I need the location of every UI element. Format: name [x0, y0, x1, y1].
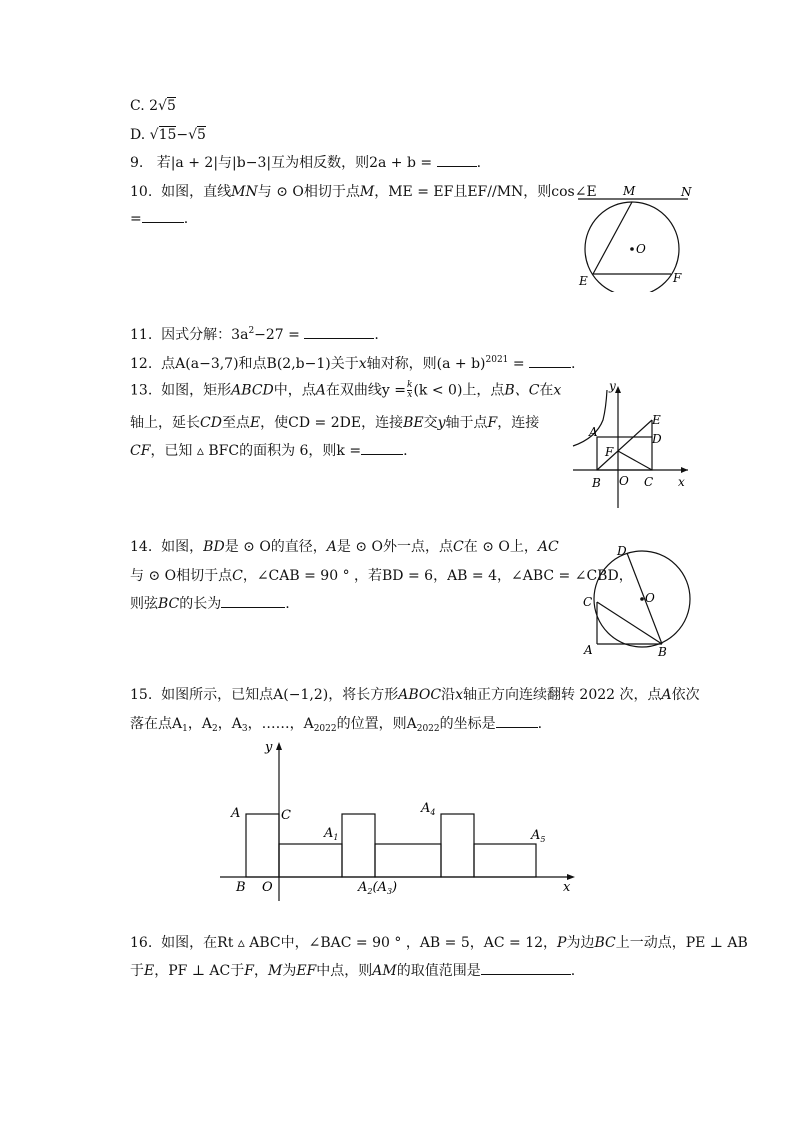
- label-m: M: [623, 184, 636, 198]
- option-c: C. 2√5: [130, 98, 176, 114]
- label-a2-a3: $A_2(A_3)$: [358, 880, 398, 896]
- chord-bc: [597, 602, 662, 644]
- label-a: A: [584, 643, 593, 657]
- question-9: 9. 若|a + 2|与|b−3|互为相反数，则2a + b = .: [130, 155, 482, 171]
- rect-flip-3: [375, 844, 441, 877]
- circle-o: [585, 202, 679, 292]
- segment-cf: [618, 451, 652, 470]
- question-15-line1: 15. 如图所示，已知点A(−1,2)，将长方形ABOC沿x轴正方向连续翻转 2022 次，点A依次: [130, 687, 700, 703]
- label-a: A: [231, 806, 241, 821]
- label-y: y: [265, 740, 273, 755]
- label-b: B: [236, 880, 246, 895]
- rect-aboc: [246, 814, 279, 877]
- sqrt-sign: √: [158, 98, 167, 114]
- center-point: [640, 597, 644, 601]
- label-c: C: [583, 595, 593, 609]
- label-y: y: [609, 380, 616, 393]
- q10-figure: [570, 182, 700, 292]
- rect-flip-5: [474, 844, 536, 877]
- question-10-line2: = .: [130, 211, 189, 227]
- label-c: C: [281, 808, 291, 823]
- question-12: 12. 点A(a−3,7)和点B(2,b−1)关于x轴对称，则$(a + b)^{2021}$ = .: [130, 355, 576, 372]
- label-o: O: [262, 880, 273, 895]
- question-15-line2: 落在点$A_1$，$A_2$，$A_3$，……，$A_{2022}$的位置，则$A_{2022}$的坐标是 .: [130, 716, 543, 734]
- option-d: D. √15−√5: [130, 127, 206, 143]
- label-d: D: [652, 432, 662, 446]
- question-14-line2: 与 ⊙ O相切于点C，∠CAB = 90 ° ，若BD = 6，AB = 4，∠ABC = ∠CBD，: [130, 568, 633, 584]
- label-o: O: [636, 242, 646, 256]
- label-d: D: [617, 544, 627, 558]
- question-13-line2: 轴上，延长CD至点E，使CD = 2DE，连接BE交y轴于点F，连接: [130, 415, 540, 431]
- rect-flip-1: [279, 844, 342, 877]
- rect-flip-2: [342, 814, 375, 877]
- label-f: F: [673, 271, 682, 285]
- question-14-line1: 14. 如图，BD是 ⊙ O的直径，A是 ⊙ O外一点，点C在 ⊙ O上，AC: [130, 539, 559, 555]
- chord-em: [593, 202, 632, 274]
- label-a: A: [589, 425, 598, 439]
- label-x: x: [678, 475, 685, 489]
- question-10-line1: 10. 如图，直线MN与 ⊙ O相切于点M，ME = EF且EF//MN，则cos∠E: [130, 184, 597, 200]
- question-16-line1: 16. 如图，在Rt ▵ ABC中，∠BAC = 90 ° ，AB = 5，AC = 12，P为边BC上一动点，PE ⊥ AB: [130, 935, 748, 951]
- answer-blank[interactable]: [496, 715, 538, 728]
- fraction-k-over-x: $\frac{k}{x}$: [407, 380, 413, 400]
- question-11: 11. 因式分解：$3a^2-27$ = .: [130, 326, 379, 343]
- label-e: E: [652, 413, 661, 427]
- question-13-line3: CF，已知 ▵ BFC的面积为 6，则k = .: [130, 443, 408, 459]
- question-16-line2: 于E，PF ⊥ AC于F，M为EF中点，则AM的取值范围是 .: [130, 963, 576, 979]
- answer-blank[interactable]: [529, 355, 571, 368]
- answer-blank[interactable]: [304, 326, 374, 339]
- q14-figure: [575, 540, 700, 660]
- answer-blank[interactable]: [361, 442, 403, 455]
- q15-figure: [215, 733, 585, 903]
- answer-blank[interactable]: [221, 595, 285, 608]
- answer-blank[interactable]: [437, 154, 477, 167]
- label-c: C: [644, 475, 654, 489]
- q13-figure: [568, 380, 693, 510]
- question-13-line1: 13. 如图，矩形ABCD中，点A在双曲线y = $\frac{k}{x}$ (k < 0)上，点B、C在x: [130, 380, 562, 400]
- question-14-line3: 则弦BC的长为 .: [130, 596, 290, 612]
- label-o: O: [645, 591, 655, 605]
- label-x: x: [563, 880, 571, 895]
- rect-flip-4: [441, 814, 474, 877]
- answer-blank[interactable]: [142, 210, 184, 223]
- label-e: E: [579, 274, 588, 288]
- answer-blank[interactable]: [481, 962, 571, 975]
- center-point: [630, 247, 634, 251]
- label-b: B: [592, 476, 601, 490]
- label-a1: $A_1$: [324, 826, 339, 842]
- label-a5: $A_5$: [531, 828, 546, 844]
- label-f: F: [605, 445, 614, 459]
- label-a4: $A_4$: [421, 801, 436, 817]
- label-n: N: [681, 185, 692, 199]
- label-b: B: [658, 645, 667, 659]
- label-o: O: [619, 474, 629, 488]
